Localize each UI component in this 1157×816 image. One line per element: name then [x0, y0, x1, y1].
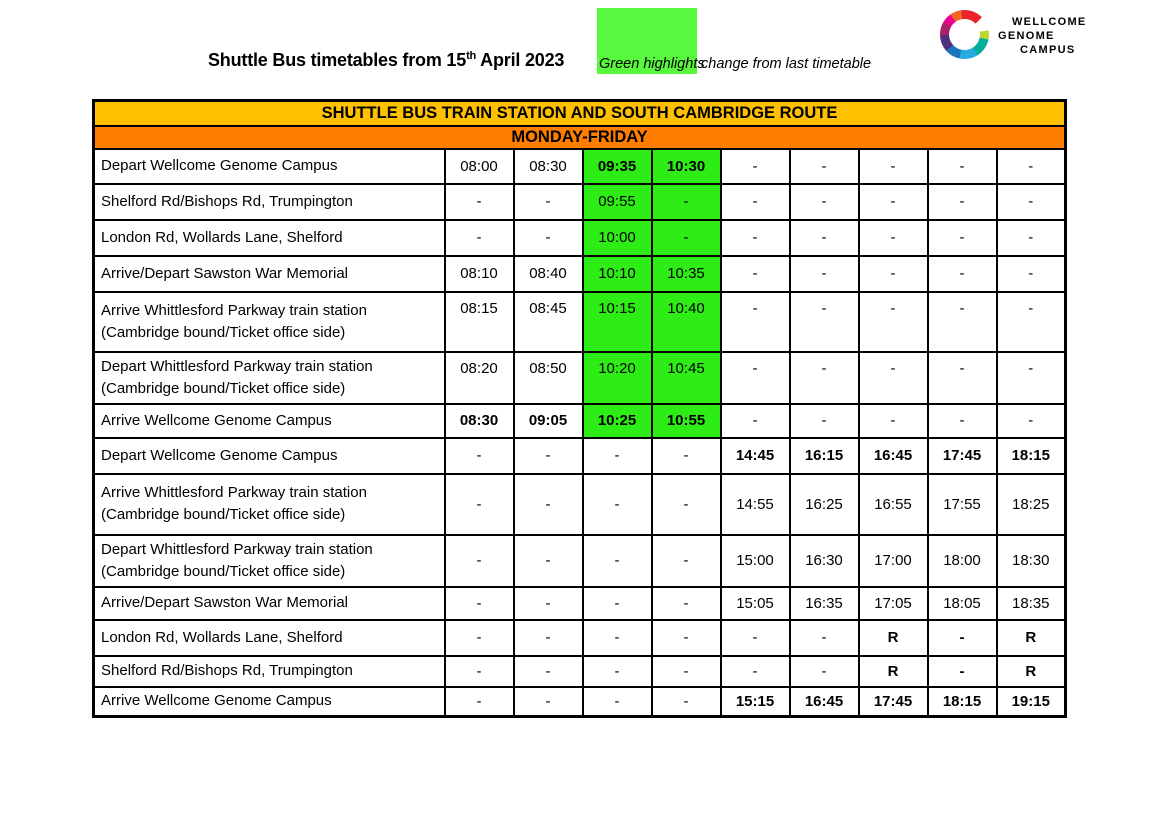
time-cell: -	[583, 656, 652, 687]
time-cell: -	[790, 292, 859, 352]
time-cell: -	[859, 292, 928, 352]
time-cell: -	[721, 149, 790, 184]
time-cell: -	[721, 352, 790, 404]
time-cell: 08:30	[445, 404, 514, 438]
time-cell: 17:00	[859, 535, 928, 587]
legend-highlight-label: Green highlights	[599, 56, 705, 72]
station-cell: London Rd, Wollards Lane, Shelford	[94, 620, 445, 656]
time-cell: -	[652, 687, 721, 717]
time-cell: 16:55	[859, 474, 928, 535]
time-cell: -	[790, 404, 859, 438]
time-cell: 08:00	[445, 149, 514, 184]
table-row	[94, 620, 1066, 656]
time-cell: 15:15	[721, 687, 790, 717]
station-cell: Arrive Whittlesford Parkway train station (Cambridge bound/Ticket office side)	[94, 292, 445, 352]
time-cell: -	[652, 587, 721, 620]
time-cell: -	[928, 292, 997, 352]
time-cell: -	[859, 149, 928, 184]
time-cell: -	[514, 656, 583, 687]
time-cell: -	[997, 184, 1066, 220]
legend	[597, 8, 872, 74]
time-cell: -	[514, 438, 583, 474]
time-cell: -	[445, 474, 514, 535]
time-cell: -	[583, 620, 652, 656]
shuttle-bus-timetable	[92, 99, 1067, 718]
station-cell: Depart Whittlesford Parkway train station (Cambridge bound/Ticket office side)	[94, 535, 445, 587]
time-cell: -	[928, 256, 997, 292]
time-cell: 10:20	[583, 352, 652, 404]
table-row	[94, 687, 1066, 717]
time-cell: 17:05	[859, 587, 928, 620]
time-cell: -	[721, 656, 790, 687]
time-cell: 16:25	[790, 474, 859, 535]
time-cell: -	[652, 438, 721, 474]
time-cell: -	[790, 620, 859, 656]
time-cell: -	[859, 256, 928, 292]
logo-line: GENOME	[998, 30, 1055, 42]
time-cell: R	[859, 620, 928, 656]
time-cell: 14:45	[721, 438, 790, 474]
time-cell: -	[859, 404, 928, 438]
time-cell: -	[445, 687, 514, 717]
time-cell: 16:15	[790, 438, 859, 474]
time-cell: -	[928, 404, 997, 438]
station-cell: Shelford Rd/Bishops Rd, Trumpington	[94, 656, 445, 687]
legend-text: change from last timetable	[701, 56, 872, 72]
table-row	[94, 535, 1066, 587]
timetable-body	[94, 149, 1066, 717]
time-cell: -	[514, 587, 583, 620]
time-cell: -	[721, 184, 790, 220]
time-cell: 10:55	[652, 404, 721, 438]
time-cell: -	[928, 620, 997, 656]
time-cell: 09:55	[583, 184, 652, 220]
time-cell: 08:15	[445, 292, 514, 352]
time-cell: 08:45	[514, 292, 583, 352]
wellcome-genome-campus-logo	[940, 10, 1087, 59]
table-row	[94, 184, 1066, 220]
station-cell: Arrive Whittlesford Parkway train station (Cambridge bound/Ticket office side)	[94, 474, 445, 535]
time-cell: 16:30	[790, 535, 859, 587]
time-cell: -	[997, 149, 1066, 184]
time-cell: 18:05	[928, 587, 997, 620]
table-row	[94, 404, 1066, 438]
logo-wordmark	[998, 15, 1087, 59]
time-cell: -	[859, 352, 928, 404]
time-cell: 08:40	[514, 256, 583, 292]
time-cell: 18:15	[928, 687, 997, 717]
time-cell: -	[514, 220, 583, 256]
station-cell: Shelford Rd/Bishops Rd, Trumpington	[94, 184, 445, 220]
time-cell: -	[583, 474, 652, 535]
time-cell: -	[514, 535, 583, 587]
day-header-label: MONDAY-FRIDAY	[94, 126, 1066, 149]
time-cell: -	[445, 220, 514, 256]
time-cell: -	[652, 620, 721, 656]
route-header-label: SHUTTLE BUS TRAIN STATION AND SOUTH CAMBRIDGE ROUTE	[94, 101, 1066, 126]
time-cell: -	[652, 220, 721, 256]
time-cell: 08:10	[445, 256, 514, 292]
station-cell: Depart Wellcome Genome Campus	[94, 438, 445, 474]
time-cell: -	[721, 620, 790, 656]
time-cell: -	[583, 535, 652, 587]
page-title-prefix: Shuttle Bus timetables from 15	[208, 50, 467, 70]
station-cell: Depart Whittlesford Parkway train station (Cambridge bound/Ticket office side)	[94, 352, 445, 404]
table-row	[94, 438, 1066, 474]
time-cell: -	[514, 687, 583, 717]
station-cell: Arrive/Depart Sawston War Memorial	[94, 256, 445, 292]
station-cell: Arrive/Depart Sawston War Memorial	[94, 587, 445, 620]
logo-line: WELLCOME	[1012, 16, 1087, 28]
station-cell: London Rd, Wollards Lane, Shelford	[94, 220, 445, 256]
time-cell: -	[928, 656, 997, 687]
time-cell: -	[445, 438, 514, 474]
time-cell: -	[721, 404, 790, 438]
time-cell: -	[997, 256, 1066, 292]
logo-line: CAMPUS	[1020, 44, 1076, 56]
time-cell: -	[652, 656, 721, 687]
time-cell: 18:35	[997, 587, 1066, 620]
time-cell: -	[514, 474, 583, 535]
time-cell: -	[859, 184, 928, 220]
time-cell: -	[514, 184, 583, 220]
time-cell: 10:40	[652, 292, 721, 352]
green-highlight-swatch	[597, 8, 705, 74]
time-cell: -	[928, 352, 997, 404]
time-cell: 10:15	[583, 292, 652, 352]
table-row	[94, 292, 1066, 352]
time-cell: -	[790, 184, 859, 220]
time-cell: 08:30	[514, 149, 583, 184]
rainbow-g-logo-icon	[940, 10, 989, 59]
time-cell: 18:00	[928, 535, 997, 587]
time-cell: -	[445, 535, 514, 587]
time-cell: -	[997, 352, 1066, 404]
page-title-superscript: th	[466, 50, 477, 62]
table-row	[94, 352, 1066, 404]
table-row	[94, 149, 1066, 184]
time-cell: 10:35	[652, 256, 721, 292]
time-cell: 14:55	[721, 474, 790, 535]
time-cell: -	[514, 620, 583, 656]
time-cell: 19:15	[997, 687, 1066, 717]
time-cell: -	[721, 220, 790, 256]
time-cell: 15:00	[721, 535, 790, 587]
time-cell: 16:45	[790, 687, 859, 717]
time-cell: 10:10	[583, 256, 652, 292]
day-header-row	[94, 126, 1066, 149]
time-cell: -	[445, 656, 514, 687]
table-row	[94, 474, 1066, 535]
time-cell: 17:45	[859, 687, 928, 717]
time-cell: -	[859, 220, 928, 256]
time-cell: 10:30	[652, 149, 721, 184]
time-cell: 09:35	[583, 149, 652, 184]
time-cell: -	[652, 184, 721, 220]
time-cell: -	[997, 220, 1066, 256]
time-cell: 09:05	[514, 404, 583, 438]
station-cell: Arrive Wellcome Genome Campus	[94, 687, 445, 717]
time-cell: 18:25	[997, 474, 1066, 535]
time-cell: -	[445, 620, 514, 656]
time-cell: -	[997, 404, 1066, 438]
time-cell: -	[721, 256, 790, 292]
table-row	[94, 587, 1066, 620]
time-cell: 18:15	[997, 438, 1066, 474]
time-cell: -	[928, 220, 997, 256]
page-title	[208, 50, 564, 71]
time-cell: -	[721, 292, 790, 352]
time-cell: -	[790, 352, 859, 404]
time-cell: 16:45	[859, 438, 928, 474]
time-cell: -	[790, 149, 859, 184]
time-cell: -	[997, 292, 1066, 352]
time-cell: -	[652, 535, 721, 587]
time-cell: 10:25	[583, 404, 652, 438]
time-cell: 17:45	[928, 438, 997, 474]
time-cell: -	[445, 587, 514, 620]
time-cell: 18:30	[997, 535, 1066, 587]
time-cell: 08:20	[445, 352, 514, 404]
time-cell: -	[445, 184, 514, 220]
time-cell: -	[928, 184, 997, 220]
table-row	[94, 256, 1066, 292]
time-cell: 10:00	[583, 220, 652, 256]
table-row	[94, 656, 1066, 687]
time-cell: 08:50	[514, 352, 583, 404]
table-row	[94, 220, 1066, 256]
time-cell: -	[583, 438, 652, 474]
time-cell: -	[652, 474, 721, 535]
time-cell: 17:55	[928, 474, 997, 535]
station-cell: Depart Wellcome Genome Campus	[94, 149, 445, 184]
route-header-row	[94, 101, 1066, 126]
time-cell: 16:35	[790, 587, 859, 620]
time-cell: -	[790, 656, 859, 687]
time-cell: -	[928, 149, 997, 184]
time-cell: R	[859, 656, 928, 687]
time-cell: R	[997, 620, 1066, 656]
time-cell: 15:05	[721, 587, 790, 620]
station-cell: Arrive Wellcome Genome Campus	[94, 404, 445, 438]
time-cell: -	[583, 687, 652, 717]
time-cell: R	[997, 656, 1066, 687]
time-cell: -	[583, 587, 652, 620]
page-title-suffix: April 2023	[476, 50, 565, 70]
time-cell: 10:45	[652, 352, 721, 404]
time-cell: -	[790, 256, 859, 292]
time-cell: -	[790, 220, 859, 256]
